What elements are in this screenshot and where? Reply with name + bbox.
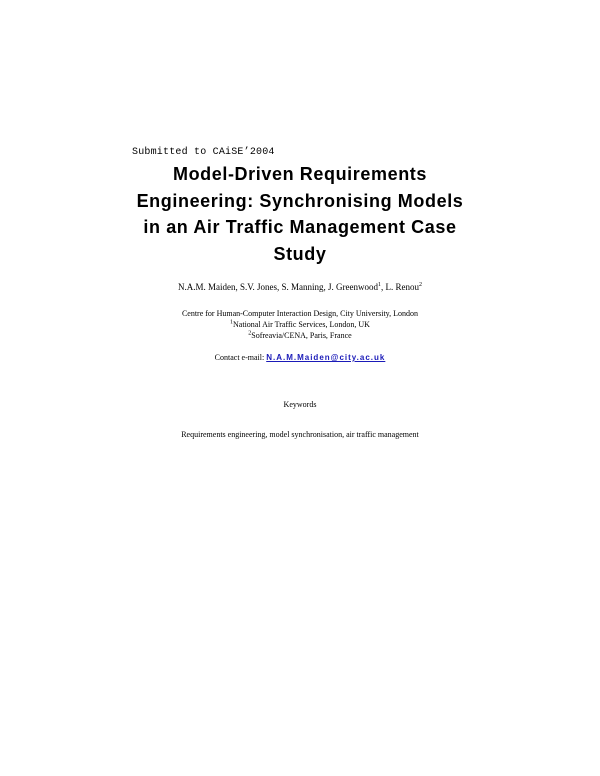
keywords-text: Requirements engineering, model synchronisation, air traffic management xyxy=(181,430,419,439)
submission-note: Submitted to CAiSE’2004 xyxy=(132,147,275,158)
affiliation-line xyxy=(0,319,600,330)
title-line-1: Model-Driven Requirements xyxy=(172,164,428,184)
title-line-2: Engineering: Synchronising Models xyxy=(136,190,464,211)
affiliation-line xyxy=(0,308,600,319)
paper-title xyxy=(100,161,500,267)
affiliations xyxy=(0,308,600,341)
affiliation-text: National Air Traffic Services, London, UK xyxy=(233,320,370,329)
affiliation-text: Centre for Human-Computer Interaction Design, City University, London xyxy=(181,309,419,318)
title-line-3: in an Air Traffic Management Case xyxy=(143,217,457,237)
keywords-heading: Keywords xyxy=(283,400,317,409)
affiliation-marker: 1 xyxy=(230,319,234,326)
contact-email-link[interactable]: N.A.M.Maiden@city.ac.uk xyxy=(266,353,386,362)
contact-line xyxy=(0,353,600,362)
title-line-4: Study xyxy=(273,243,327,264)
author-list xyxy=(0,282,600,292)
contact-label: Contact e-mail: xyxy=(214,353,267,362)
author-affil-marker-1: 1 xyxy=(378,282,382,288)
authors-last: , L. Renou xyxy=(381,282,420,292)
affiliation-marker: 2 xyxy=(248,330,252,337)
affiliation-text: Sofreavia/CENA, Paris, France xyxy=(251,331,352,340)
authors-main: N.A.M. Maiden, S.V. Jones, S. Manning, J. Greenwood xyxy=(177,282,379,292)
author-affil-marker-2: 2 xyxy=(419,282,423,288)
affiliation-line xyxy=(0,330,600,341)
